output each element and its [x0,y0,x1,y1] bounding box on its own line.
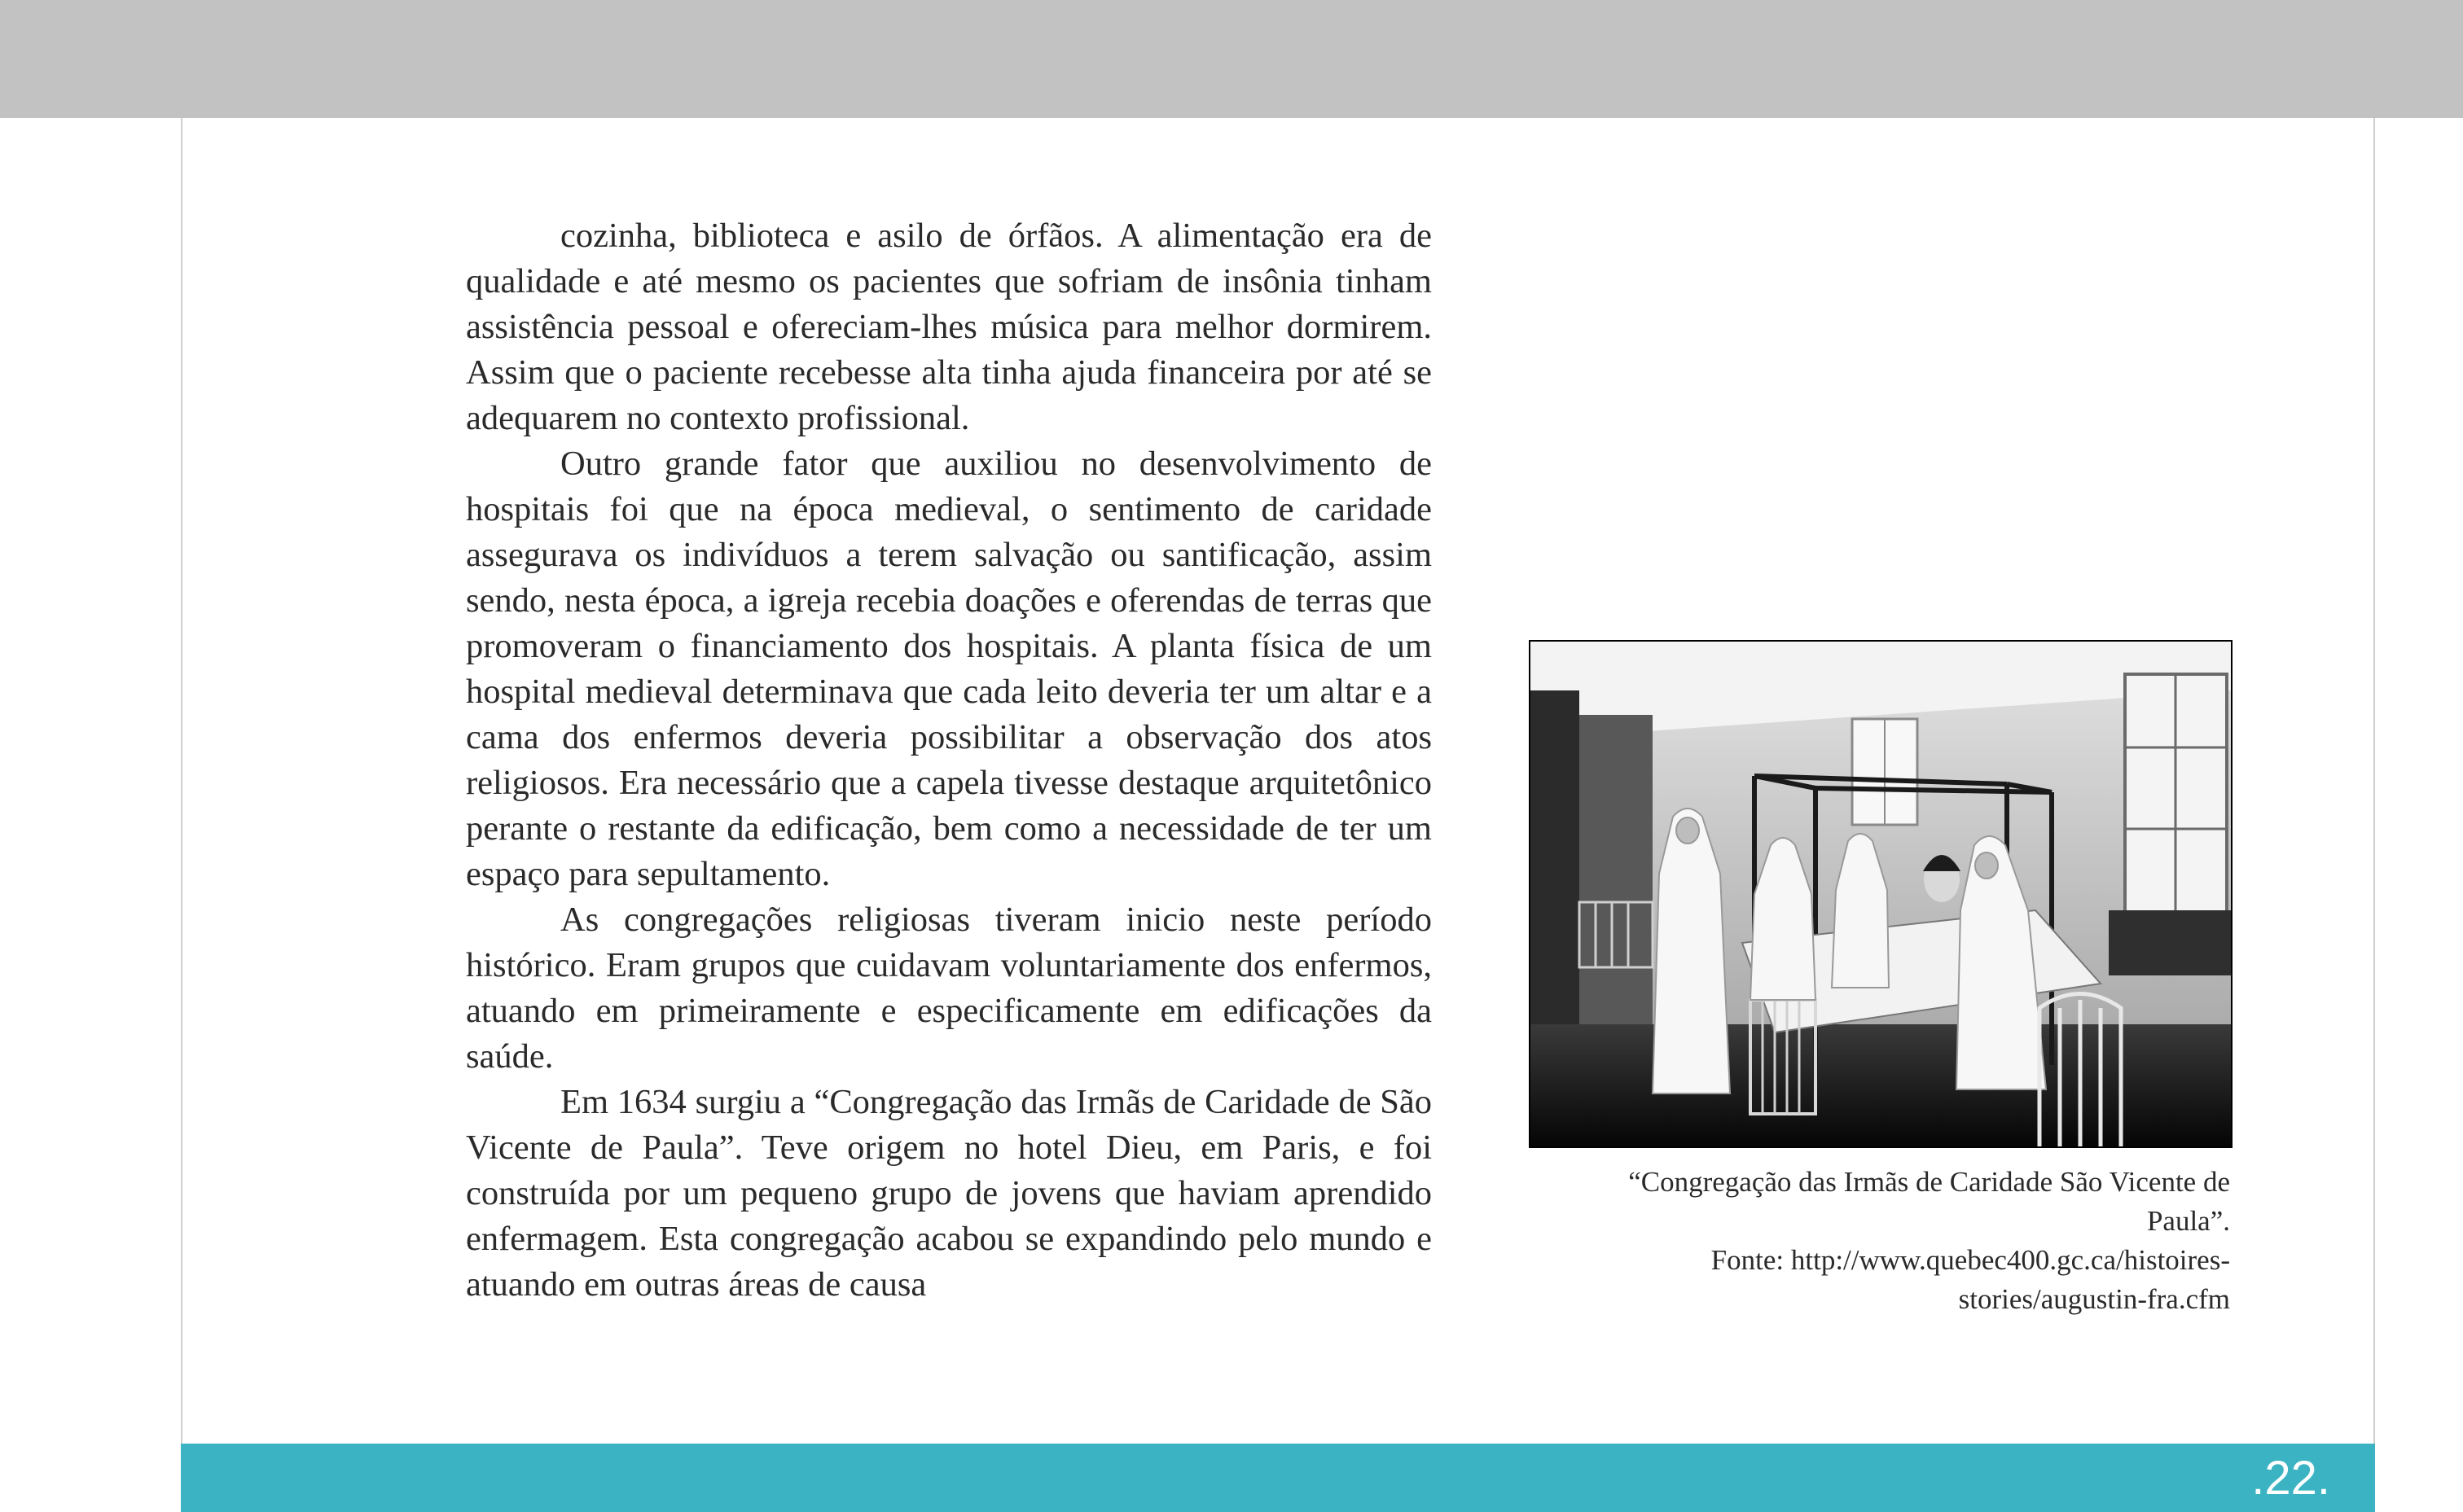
caption-source-line: stories/augustin-fra.cfm [1958,1283,2230,1315]
header-bar [0,0,2463,118]
footer-bar [181,1444,2375,1512]
caption-source-line: Fonte: http://www.quebec400.gc.ca/histoires- [1710,1244,2230,1276]
caption-line: Paula”. [2146,1205,2230,1237]
paragraph: As congregações religiosas tiveram inicio neste período histórico. Eram grupos que cuidavam voluntariamente dos enfermos, atuando em primeiramente e especificamente em edificações da saúde. [466,901,1432,1076]
paragraph: Em 1634 surgiu a “Congregação das Irmãs de Caridade de São Vicente de Paula”. Teve origem no hotel Dieu, em Paris, e foi construída por um pequeno grupo de jovens que haviam aprendido enfermagem. Esta congregação acabou se expandindo pelo mundo e atuando em outras áreas de causa [466,1083,1432,1304]
nuns-hospital-ward-photo [1529,640,2233,1148]
figure-caption [1515,1163,2230,1319]
body-text [466,213,1432,1308]
caption-line: “Congregação das Irmãs de Caridade São Vicente de [1628,1166,2230,1198]
paragraph: cozinha, biblioteca e asilo de órfãos. A alimentação era de qualidade e até mesmo os pacientes que sofriam de insônia tinham assistência pessoal e ofereciam-lhes música para melhor dormirem. Assim que o paciente recebesse alta tinha ajuda financeira por até se adequarem no contexto profissional. [466,217,1432,437]
page-number: .22. [2251,1452,2330,1505]
paragraph: Outro grande fator que auxiliou no desenvolvimento de hospitais foi que na época medieval, o sentimento de caridade assegurava os indivíduos a terem salvação ou santificação, assim sendo, nesta época, a igreja recebia doações e oferendas de terras que promoveram o financiamento dos hospitais. A planta física de um hospital medieval determinava que cada leito deveria ter um altar e a cama dos enfermos deveria possibilitar a observação dos atos religiosos. Era necessário que a capela tivesse destaque arquitetônico perante o restante da edificação, bem como a necessidade de ter um espaço para sepultamento. [466,445,1432,893]
